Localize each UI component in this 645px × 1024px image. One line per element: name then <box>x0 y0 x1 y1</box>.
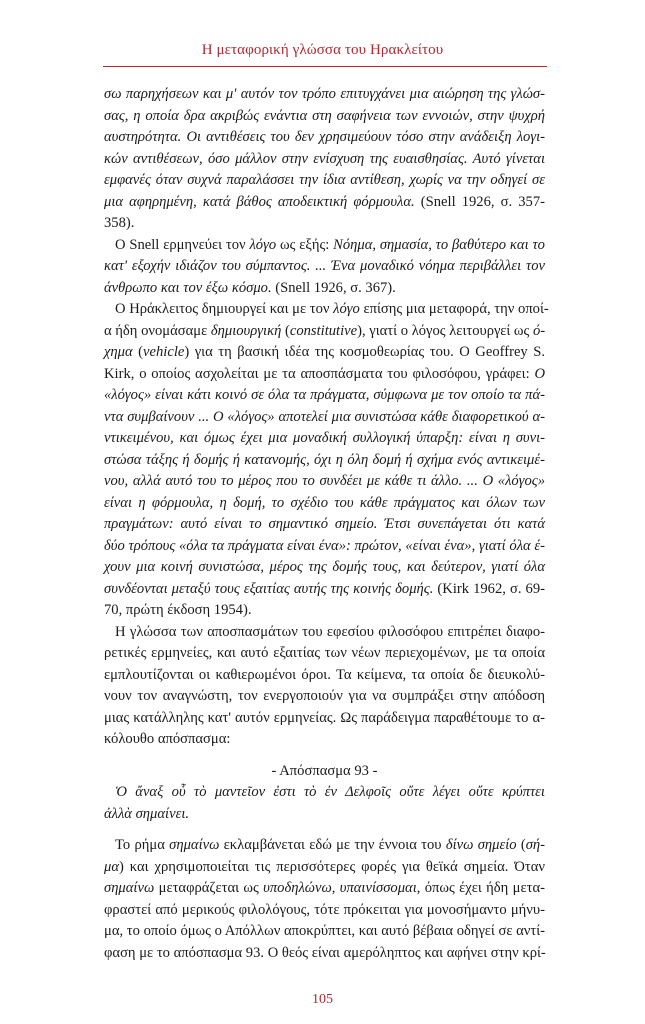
text-line <box>104 321 545 343</box>
text-run: φραστεί από μερικούς φιλολόγους, τότε πρόκειται για μονοσήμαντο μήνυ- <box>104 901 545 918</box>
text-run: κόλουθο απόσπασμα: <box>104 731 231 747</box>
text-line <box>104 149 545 171</box>
text-line <box>104 256 545 278</box>
text-run: ), γιατί ο λόγος λειτουργεί ως <box>357 322 533 339</box>
italic-run: vehicle <box>143 344 185 360</box>
text-run: νουν τον αναγνώστη, τον ενεργοποιούν για να συμπράξει στην απόδοση <box>104 688 545 704</box>
text-run: (Kirk 1962, σ. 69- <box>433 580 545 597</box>
italic-run: χημα <box>104 344 133 360</box>
fragment-heading <box>104 761 545 783</box>
italic-run: «λόγος» είναι κάτι κοινό σε όλα τα πράγματα, σύμφωνα με τον οποίο τα πά- <box>104 387 545 403</box>
italic-run: είναι η φόρμουλα, η δομή, το σχέδιο του κάθε πράγματος και όλων των <box>104 494 545 511</box>
header-rule <box>103 66 547 67</box>
text-line <box>104 557 545 579</box>
page-body <box>104 84 549 964</box>
italic-run: ντικειμένου, και όμως έχει μια μοναδική συλλογική ύπαρξη: είναι η συνι- <box>104 430 545 446</box>
italic-run: δύο τρόπους «όλα τα πράγματα είναι ένα»: πρώτον, «είναι ένα», γιατί όλα έ- <box>104 537 545 554</box>
italic-run: Ο <box>534 365 545 382</box>
text-line <box>104 106 545 128</box>
text-run: Το ρήμα <box>115 837 170 853</box>
paragraph-snell-logos <box>104 235 545 300</box>
text-run: ( <box>281 322 290 339</box>
text-run: Ο Snell ερμηνεύει τον <box>115 236 250 253</box>
fragment-text <box>104 804 545 826</box>
text-run: (Snell 1926, σ. 367). <box>271 279 396 296</box>
paragraph-semaino <box>104 835 545 964</box>
text-run: Η γλώσσα των αποσπασμάτων του εφεσίου φιλοσόφου επιτρέπει διαφο- <box>115 623 545 640</box>
italic-run: σας, η οποία δρα ακριβώς ενάντια στη σαφήνεια των εννοιών, στην ψυχρή <box>104 107 545 124</box>
text-line <box>104 299 549 321</box>
italic-run: δίνω σημείο <box>445 837 517 853</box>
text-line <box>104 622 545 644</box>
italic-run: κατ' εξοχήν ιδιάζον του σύμπαντος. ... Ένα μοναδικό νόημα περιβάλλει τον <box>104 258 545 274</box>
text-line <box>104 857 545 879</box>
italic-run: σημαίνω <box>104 880 155 896</box>
text-line <box>104 536 545 558</box>
italic-run: Ὁ ἄναξ οὗ τὸ μαντεῖον ἐστι τὸ ἐν Δελφοῖς οὔτε λέγει οὔτε κρύπτει <box>115 784 545 800</box>
italic-run: άνθρωπο και τον έξω κόσμο. <box>104 279 272 296</box>
text-line <box>104 686 545 708</box>
text-run: (Snell 1926, σ. 357- <box>414 193 545 210</box>
text-run: ( <box>516 837 526 853</box>
text-run: - Απόσπασμα 93 - <box>271 762 378 779</box>
text-run: εκλαμβάνεται εδώ με την έννοια του <box>219 837 446 853</box>
text-line <box>104 835 545 857</box>
italic-run: μια αφηρημένη, κατά βάθος αποδεικτική φόρμουλα. <box>104 193 415 210</box>
text-line <box>104 385 545 407</box>
italic-run: σω παρηχήσεων και μ' αυτόν τον τρόπο επιτυγχάνει μια αιώρηση της γλώσ- <box>104 86 545 102</box>
italic-run: ἀλλὰ σημαίνει. <box>104 805 190 822</box>
text-run: Kirk, ο οποίος ασχολείται με τα αποσπάσματα του φιλοσόφου, γράφει: <box>104 365 535 382</box>
italic-run: σημαίνω <box>169 837 220 853</box>
italic-run: μα <box>104 858 119 875</box>
italic-run: ό- <box>532 322 546 339</box>
text-run: ως εξής: <box>276 236 334 253</box>
text-line <box>104 493 545 515</box>
italic-run: Νόημα, σημασία, το βαθύτερο και το <box>333 236 545 253</box>
page-number: 105 <box>312 992 333 1007</box>
italic-run: λόγο <box>249 236 277 253</box>
text-run: , όπως έχει ήδη μετα- <box>416 880 545 896</box>
text-run: 70, πρώτη έκδοση 1954). <box>104 602 252 618</box>
italic-run: constitutive <box>289 322 358 339</box>
italic-run: κών αντιθέσεων, όσο μάλλον στην ενίσχυση της ευαισθησίας. Αυτό γίνεται <box>104 150 545 167</box>
paragraph-language <box>104 622 545 751</box>
text-run: μιας κατάλληλης κατ' αυτόν ερμηνείας. Ως παράδειγμα παραθέτουμε το α- <box>104 709 545 726</box>
text-line <box>104 665 545 687</box>
italic-run: στώσα τάξης ή δομής ή κατανομής, όχι η όλη δομή ή σχήμα ενός αντικειμέ- <box>104 451 545 468</box>
text-line <box>104 943 545 965</box>
paragraph-snell-quote-cont <box>104 84 545 235</box>
text-line <box>104 708 545 730</box>
italic-run: δημιουργική <box>210 322 282 339</box>
text-line <box>104 450 545 472</box>
text-line <box>104 213 545 235</box>
text-line <box>104 364 545 386</box>
text-line <box>104 407 545 429</box>
italic-run: πραγμάτων: αυτό είναι το σημαντικό σημείο. Έτσι συνεπάγεται ότι κατά <box>104 516 545 532</box>
text-line <box>104 170 545 192</box>
italic-run: συνδέονται μεταξύ τους εξαιτίας αυτής της κοινής δομής. <box>104 580 434 597</box>
italic-run: υποδηλώνω, υπαινίσσομαι <box>263 880 417 896</box>
text-line <box>104 278 545 300</box>
text-line <box>104 127 545 149</box>
text-run: επίσης μια μεταφορά, την οποί- <box>359 301 549 317</box>
text-line <box>104 600 545 622</box>
italic-run: χουν μια κοινή συνιστώσα, μέρος της δομής τους, και δεύτερον, γιατί όλα <box>104 559 545 575</box>
text-line <box>104 643 545 665</box>
text-run: ) για τη βασική ιδέα της κοσμοθεωρίας του. Ο Geoffrey S. <box>184 344 545 360</box>
text-line <box>104 729 545 751</box>
text-line <box>104 342 545 364</box>
text-line <box>104 84 545 106</box>
fragment-93 <box>104 761 545 826</box>
text-run: φαση με το απόσπασμα 93. Ο θεός είναι αμερόληπτος και αφήνει στην κρί- <box>104 944 546 961</box>
fragment-text <box>104 782 545 804</box>
text-run: α ήδη ονομάσαμε <box>104 322 211 339</box>
text-run: ( <box>132 344 144 360</box>
text-line <box>104 428 545 450</box>
text-line <box>104 192 545 214</box>
text-run: εμπλουτίζονται οι καθιερωμένοι όροι. Τα κείμενα, τα οποία δε διευκολύ- <box>104 666 545 683</box>
text-line <box>104 235 545 257</box>
italic-run: ντα συμβαίνουν ... Ο «λόγος» αποτελεί μια συνιστώσα κάθε διαφορετικού α- <box>104 408 545 425</box>
italic-run: λόγο <box>333 301 360 317</box>
text-run: μεταφράζεται ως <box>154 880 264 896</box>
italic-run: αυστηρότητα. Οι αντιθέσεις του δεν χρησιμεύουν τόσο στην ανάδειξη λογι- <box>104 129 545 145</box>
text-run: ) και χρησιμοποιείται τις περισσότερες φορές για θεϊκά σημεία. Όταν <box>119 858 545 875</box>
running-header: Η μεταφορική γλώσσα του Ηρακλείτου <box>201 42 444 58</box>
text-run: Ο Ηράκλειτος δημιουργεί και με τον <box>115 301 334 317</box>
text-run: 358). <box>104 215 135 231</box>
text-run: μα, το οποίο όμως ο Απόλλων αποκρύπτει, και αυτό βέβαια οδηγεί σε αντί- <box>104 923 545 939</box>
text-line <box>104 900 545 922</box>
text-line <box>104 579 545 601</box>
italic-run: νου, αλλά αυτό του το μέρος που το συνδέει με κάθε τι άλλο. ... Ο «λόγος» <box>104 473 545 489</box>
italic-run: σή- <box>525 837 546 853</box>
text-line <box>104 514 545 536</box>
text-line <box>104 921 545 943</box>
text-line <box>104 878 545 900</box>
italic-run: εμφανές όταν συχνά παραλάσσει την ίδια αντίθεση, χωρίς να την οδηγεί σε <box>104 172 545 188</box>
paragraph-kirk <box>104 299 549 622</box>
text-run: ρετικές ερμηνείες, και αυτό εξαιτίας των νέων περιεχομένων, με τα οποία <box>104 645 545 661</box>
text-line <box>104 471 545 493</box>
